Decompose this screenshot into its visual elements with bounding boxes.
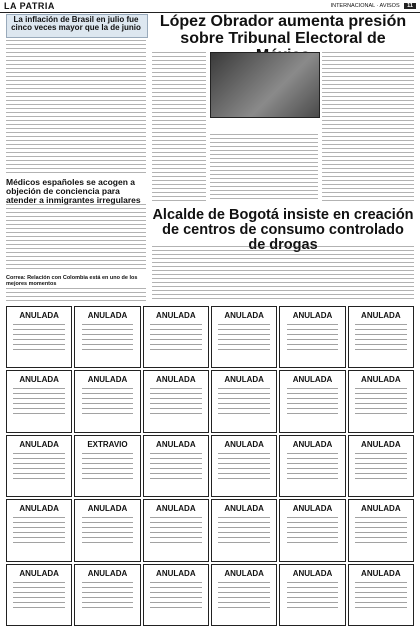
notice — [211, 499, 277, 561]
notice-title: ANULADA — [361, 375, 401, 385]
notice-title: ANULADA — [292, 504, 333, 514]
bogota-headline: Alcalde de Bogotá insiste en creación de centros de consumo controlado de drogas — [152, 207, 414, 254]
notice-body — [13, 453, 64, 483]
lopez-article-body-mid — [210, 134, 318, 202]
newspaper-logo: LA PATRIA — [4, 1, 55, 11]
notice — [6, 435, 72, 497]
section-label — [331, 3, 420, 9]
correa-headline: Correa: Relación con Colombia está en uno de los mejores momentos — [6, 275, 138, 287]
notice-body — [13, 388, 64, 418]
classified-notices-grid — [6, 306, 414, 626]
notice-title: ANULADA — [224, 439, 264, 449]
notice-title: ANULADA — [361, 439, 401, 449]
notice-title: ANULADA — [156, 568, 196, 578]
notice-title: ANULADA — [19, 439, 59, 449]
notice-title: ANULADA — [87, 504, 128, 514]
notice-body — [13, 324, 64, 354]
notice-title: ANULADA — [87, 375, 128, 385]
notice-title: ANULADA — [19, 311, 59, 320]
notice — [279, 370, 345, 432]
notice — [279, 306, 345, 368]
notice — [348, 370, 414, 432]
notice-body — [355, 582, 406, 612]
notice-body — [82, 453, 133, 483]
notice — [74, 435, 140, 497]
notice-title: ANULADA — [292, 439, 333, 449]
notice — [143, 435, 209, 497]
notice-title: EXTRAVIO — [87, 439, 128, 449]
notice — [279, 564, 345, 626]
notice-title: ANULADA — [292, 311, 333, 320]
notice-body — [13, 517, 64, 547]
notice-title: ANULADA — [19, 504, 59, 514]
notice — [143, 564, 209, 626]
lopez-photo — [210, 52, 320, 118]
section-name: INTERNACIONAL · AVISOS — [330, 3, 400, 9]
notice-body — [13, 582, 64, 612]
bogota-article-body — [152, 246, 414, 302]
notice-title: ANULADA — [224, 375, 264, 385]
inflation-headline: La inflación de Brasil en julio fue cinco veces mayor que la de junio — [11, 15, 141, 33]
notice — [211, 435, 277, 497]
notice — [74, 306, 140, 368]
notice — [74, 564, 140, 626]
notice-body — [355, 517, 406, 547]
lopez-article-body-left — [152, 52, 206, 202]
notice-body — [287, 453, 338, 483]
notice-body — [150, 517, 201, 547]
notice-body — [218, 324, 269, 354]
notice-body — [218, 582, 269, 612]
notice-title: ANULADA — [156, 375, 196, 385]
notice-body — [82, 517, 133, 547]
notice-body — [218, 388, 269, 418]
notice-title: ANULADA — [361, 311, 401, 320]
correa-article-body — [6, 288, 146, 302]
notice-title: ANULADA — [87, 311, 128, 320]
notice — [143, 499, 209, 561]
notice-body — [287, 517, 338, 547]
notice — [143, 306, 209, 368]
notice-body — [82, 324, 133, 354]
notice-title: ANULADA — [361, 568, 401, 578]
notice — [279, 499, 345, 561]
notice-body — [150, 582, 201, 612]
notice — [74, 370, 140, 432]
notice — [211, 306, 277, 368]
masthead — [0, 0, 420, 13]
notice-title: ANULADA — [224, 311, 264, 320]
notice-title: ANULADA — [87, 568, 128, 578]
notice-body — [218, 517, 269, 547]
medicos-headline: Médicos españoles se acogen a objeción de conciencia para atender a inmigrantes irregulares — [6, 177, 141, 205]
notice-title: ANULADA — [361, 504, 401, 514]
notice — [348, 564, 414, 626]
notice — [348, 306, 414, 368]
notice-body — [287, 582, 338, 612]
notice — [74, 499, 140, 561]
notice-body — [218, 453, 269, 483]
notice-body — [355, 388, 406, 418]
notice-body — [82, 388, 133, 418]
notice-title: ANULADA — [292, 375, 333, 385]
notice-body — [82, 582, 133, 612]
notice — [6, 564, 72, 626]
notice-body — [150, 388, 201, 418]
notice — [279, 435, 345, 497]
notice-body — [287, 388, 338, 418]
notice-body — [355, 453, 406, 483]
notice-title: ANULADA — [19, 568, 59, 578]
lopez-article-body-right — [322, 52, 414, 202]
inflation-article-body — [6, 40, 146, 174]
notice — [6, 370, 72, 432]
notice — [348, 435, 414, 497]
notice-title: ANULADA — [19, 375, 59, 385]
notice-title: ANULADA — [224, 568, 264, 578]
page-number: 11 — [404, 3, 416, 9]
notice-body — [150, 453, 201, 483]
notice — [143, 370, 209, 432]
medicos-article-body — [6, 204, 146, 272]
notice-body — [150, 324, 201, 354]
notice-title: ANULADA — [292, 568, 333, 578]
notice-title: ANULADA — [156, 504, 196, 514]
notice-title: ANULADA — [224, 504, 264, 514]
notice-body — [287, 324, 338, 354]
lopez-headline: López Obrador aumenta presión sobre Tribunal Electoral de — [159, 13, 407, 47]
notice — [6, 306, 72, 368]
notice — [6, 499, 72, 561]
notice — [211, 370, 277, 432]
notice-title: ANULADA — [156, 311, 196, 320]
notice-title: ANULADA — [156, 439, 196, 449]
notice — [348, 499, 414, 561]
notice-body — [355, 324, 406, 354]
notice — [211, 564, 277, 626]
